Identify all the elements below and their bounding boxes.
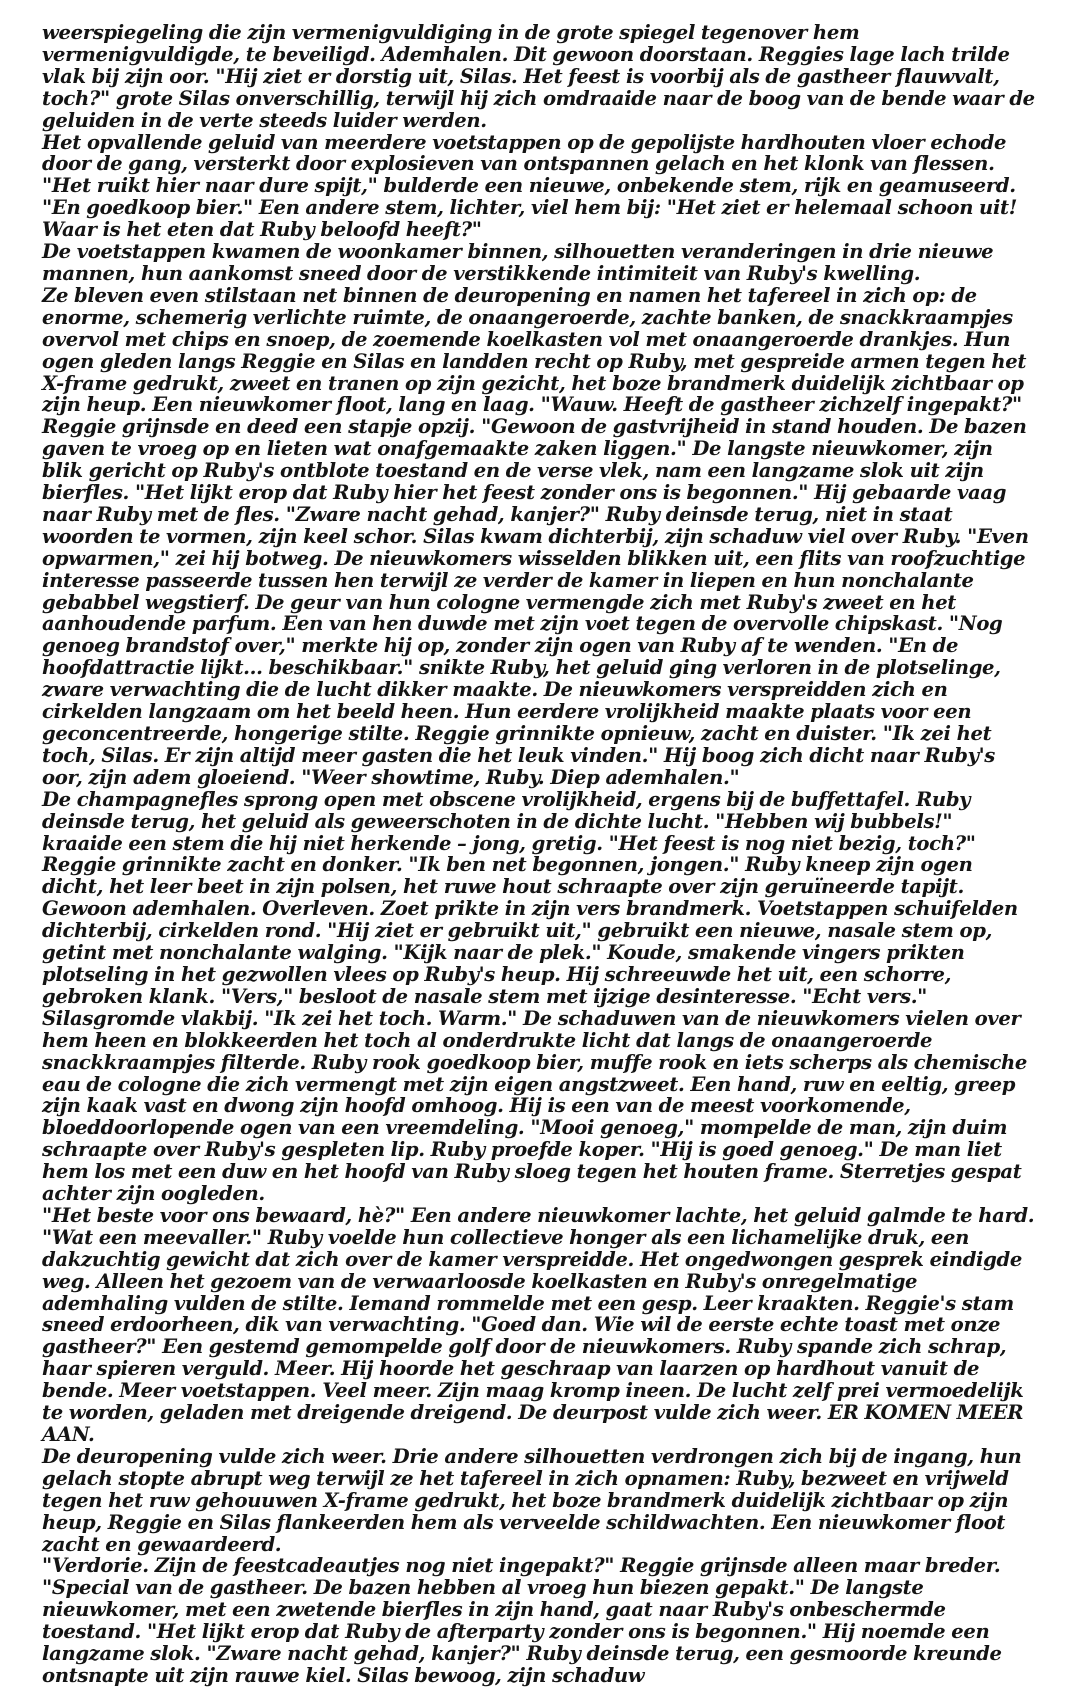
paragraph-3: De voetstappen kwamen de woonkamer binnen, silhouetten veranderingen in drie nieuwe mannen, hun aankomst sneed door de verstikkende intimiteit van Ruby's kwelling. [42, 240, 994, 285]
paragraph-4: Ze bleven even stilstaan net binnen de deuropening en namen het tafereel in zich op: de enorme, schemerig verlichte ruimte, de onaangeroerde, zachte banken, de snackkraampjes overvol met chips en snoep, de zoemende koelkasten vol met onaangeroerde drankjes. Hun ogen gleden langs Reggie en Silas en landden recht op Ruby, met gespreide armen tegen het X-frame gedrukt, zweet en tranen op zijn gezicht, het boze brandmerk duidelijk zichtbaar op zijn heup. Een nieuwkomer floot, lang en laag. "Wauw. Heeft de gastheer zichzelf ingepakt?" Reggie grijnsde en deed een stapje opzij. "Gewoon de gastvrijheid in stand houden. De bazen gaven te vroeg op en lieten wat onafgemaakte zaken liggen." De langste nieuwkomer, zijn blik gericht op Ruby's ontblote toestand en de verse vlek, nam een langzame slok uit zijn bierfles. "Het lijkt erop dat Ruby hier het feest zonder ons is begonnen." Hij gebaarde vaag naar Ruby met de fles. "Zware nacht gehad, kanjer?" Ruby deinsde terug, niet in staat woorden te vormen, zijn keel schor. Silas kwam dichterbij, zijn schaduw viel over Ruby. "Even opwarmen," zei hij botweg. De nieuwkomers wisselden blikken uit, een flits van roofzuchtige interesse passeerde tussen hen terwijl ze verder de kamer in liepen en hun nonchalante gebabbel wegstierf. De geur van hun cologne vermengde zich met Ruby's zweet en het aanhoudende parfum. Een van hen duwde met zijn voet tegen de overvolle chipskast. "Nog genoeg brandstof over," merkte hij op, zonder zijn ogen van Ruby af te wenden. "En de hoofdattractie lijkt... beschikbaar." snikte Ruby, het geluid ging verloren in de plotselinge, zware verwachting die de lucht dikker maakte. De nieuwkomers verspreidden zich en cirkelden langzaam om het beeld heen. Hun eerdere vrolijkheid maakte plaats voor een geconcentreerde, hongerige stilte. Reggie grinnikte opnieuw, zacht en duister. "Ik zei het toch, Silas. Er zijn altijd meer gasten die het leuk vinden." Hij boog zich dicht naar Ruby's oor, zijn adem gloeiend. "Weer showtime, Ruby. Diep ademhalen." [42, 283, 1029, 789]
paragraph-6: Silasgromde vlakbij. "Ik zei het toch. Warm." De schaduwen van de nieuwkomers vielen over hem heen en blokkeerden het toch al onderdrukte licht dat langs de onaangeroerde snackkraampjes filterde. Ruby rook goedkoop bier, muffe rook en iets scherps als chemische eau de cologne die zich vermengt met zijn eigen angstzweet. Een hand, ruw en eeltig, greep zijn kaak vast en dwong zijn hoofd omhoog. Hij is een van de meest voorkomende, bloeddoorlopende ogen van een vreemdeling. "Mooi genoeg," mompelde de man, zijn duim schraapte over Ruby's gespleten lip. Ruby proefde koper. "Hij is goed genoeg." De man liet hem los met een duw en het hoofd van Ruby sloeg tegen het houten frame. Sterretjes gespat achter zijn oogleden. [42, 1006, 1028, 1206]
paragraph-8: De deuropening vulde zich weer. Drie andere silhouetten verdrongen zich bij de ingang, hun gelach stopte abrupt weg terwijl ze het tafereel in zich opnamen: Ruby, bezweet en vrijweld tegen het ruw gehouuwen X-frame gedrukt, het boze brandmerk duidelijk zichtbaar op zijn heup, Reggie en Silas flankeerden hem als verveelde schildwachten. Een nieuwkomer floot zacht en gewaardeerd. [42, 1444, 1022, 1556]
paragraph-5: De champagnefles sprong open met obscene vrolijkheid, ergens bij de buffettafel. Ruby deinsde terug, het geluid als geweerschoten in de dichte lucht. "Hebben wij bubbels!" kraaide een stem die hij niet herkende – jong, gretig. "Het feest is nog niet bezig, toch?" Reggie grinnikte zacht en donker. "Ik ben net begonnen, jongen." Ruby kneep zijn ogen dicht, het leer beet in zijn polsen, het ruwe hout schraapte over zijn geruïneerde tapijt. Gewoon ademhalen. Overleven. Zoet prikte in zijn vers brandmerk. Voetstappen schuifelden dichterbij, cirkelden rond. "Hij ziet er gebruikt uit," gebruikt een nieuwe, nasale stem op, getint met nonchalante walging. "Kijk naar de plek." Koude, smakende vingers prikten plotseling in het gezwollen vlees op Ruby's heup. Hij schreeuwde het uit, een schorre, gebroken klank. "Vers," besloot de nasale stem met ijzige desinteresse. "Echt vers." [42, 787, 1018, 1008]
paragraph-2: Het opvallende geluid van meerdere voetstappen op de gepolijste hardhouten vloer echode door de gang, versterkt door explosieven van ontspannen gelach en het klonk van flessen. "Het ruikt hier naar dure spijt," bulderde een nieuwe, onbekende stem, rijk en geamuseerd. "En goedkoop bier." Een andere stem, lichter, viel hem bij: "Het ziet er helemaal schoon uit! Waar is het eten dat Ruby beloofd heeft?" [42, 130, 1017, 242]
paragraph-9: "Verdorie. Zijn de feestcadeautjes nog niet ingepakt?" Reggie grijnsde alleen maar breder. "Special van de gastheer. De bazen hebben al vroeg hun biezen gepakt." De langste nieuwkomer, met een zwetende bierfles in zijn hand, gaat naar Ruby's onbeschermde toestand. "Het lijkt erop dat Ruby de afterparty zonder ons is begonnen." Hij noemde een langzame slok. "Zware nacht gehad, kanjer?" Ruby deinsde terug, een gesmoorde kreunde ontsnapte uit zijn rauwe kiel. Silas bewoog, zijn schaduw [42, 1554, 1002, 1687]
paragraph-1: weerspiegeling die zijn vermenigvuldiging in de grote spiegel tegenover hem vermenigvuldigde, te beveiligd. Ademhalen. Dit gewoon doorstaan. Reggies lage lach trilde vlak bij zijn oor. "Hij ziet er dorstig uit, Silas. Het feest is voorbij als de gastheer flauwvalt, toch?" grote Silas onverschillig, terwijl hij zich omdraaide naar de boog van de bende waar de geluiden in de verte steeds luider werden. [42, 21, 1035, 132]
paragraph-7: "Het beste voor ons bewaard, hè?" Een andere nieuwkomer lachte, het geluid galmde te hard. "Wat een meevaller." Ruby voelde hun collectieve honger als een lichamelijke druk, een dakzuchtig gewicht dat zich over de kamer verspreidde. Het ongedwongen gesprek eindigde weg. Alleen het gezoem van de verwaarloosde koelkasten en Ruby's onregelmatige ademhaling vulden de stilte. Iemand rommelde met een gesp. Leer kraakten. Reggie's stam sneed erdoorheen, dik van verwachting. "Goed dan. Wie wil de eerste echte toast met onze gastheer?" Een gestemd gemompelde golf door de nieuwkomers. Ruby spande zich schrap, haar spieren verguld. Meer. Hij hoorde het geschraap van laarzen op hardhout vanuit de bende. Meer voetstappen. Veel meer. Zijn maag kromp ineen. De lucht zelf prei vermoedelijk te worden, geladen met dreigende dreigend. De deurpost vulde zich weer. ER KOMEN MEER AAN. [42, 1203, 1035, 1446]
